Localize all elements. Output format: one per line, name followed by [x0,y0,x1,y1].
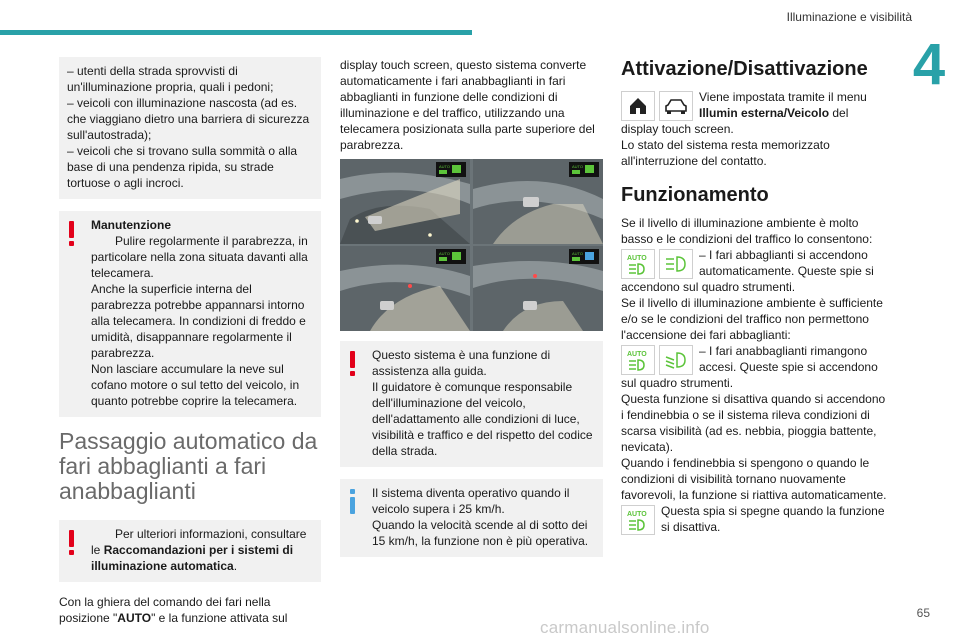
warning-line-1: Questo sistema è una funzione di assistenza alla guida. [372,348,551,378]
chapter-number: 4 [912,32,946,97]
night-road-image-oncoming [473,159,603,244]
auto-lamp-icon [621,249,655,279]
deactivation-text: Questa funzione si disattiva quando si accendono i fendinebbia o se il sistema rileva condizioni di scarsa visibilità (ad es. nebbia, pioggia battente, nevicata). [621,392,886,454]
svg-text:AUTO: AUTO [627,255,647,262]
light-off-text: Questa spia si spegne quando la funzione si disattiva. [661,504,885,534]
intro-item-3: – veicoli che si trovano sulla sommità o alla base di una pendenza ripida, su strade tortuose o agli incroci. [67,144,298,190]
info-line-2: Quando la velocità scende al di sotto dei 15 km/h, la funzione non è più operativa. [372,518,589,548]
more-info-text: Per ulteriori informazioni, consultare le Raccomandazioni per i sistemi di illuminazione automatica. [91,527,307,573]
header-accent-bar [0,30,472,35]
driver-responsibility-warning-box [340,341,603,467]
fog-off-text: Quando i fendinebbia si spengono o quando le condizioni di visibilità tornano nuovamente favorevoli, la funzione si riattiva automaticamente. [621,456,887,502]
intro-item-1: – utenti della strada sprovvisti di un'illuminazione propria, quali i pedoni; [67,64,274,94]
high-beam-icon [659,249,693,279]
night-road-image-following [340,246,470,331]
operation-intro: Se il livello di illuminazione ambiente è molto basso e le condizioni del traffico lo consentono: [621,216,873,246]
maintenance-text: Pulire regolarmente il parabrezza, in particolare nella zona situata davanti alla telecamera. [91,234,308,280]
svg-text:AUTO: AUTO [572,164,584,169]
high-beam-icons [621,249,693,279]
activation-title: Attivazione/Disattivazione [621,58,868,80]
warning-line-2: Il guidatore è comunque responsabile dell'illuminazione del veicolo, dell'adattamento alle condizioni di luce, visibilità e traffico e del rispetto del codice della strada. [372,380,593,458]
warning-icon [69,530,75,556]
watermark-text: carmanualsonline.info [540,618,710,637]
low-beam-icon [659,345,693,375]
operation-mid-text: Se il livello di illuminazione ambiente è sufficiente e/o se le condizioni del traffico non permettono l'accensione dei fari abbaglianti: [621,296,883,342]
auto-light-icons [621,505,655,535]
high-beam-text: – I fari abbaglianti si accendono automaticamente. Queste spie si accendono sul quadro strumenti. [621,248,874,294]
warning-icon [69,221,75,247]
maintenance-title: Manutenzione [91,218,171,232]
page-number: 65 [916,606,930,620]
column-3 [621,57,889,535]
intro-item-2: – veicoli con illuminazione nascosta (ad es. che viaggiano dietro una barriera di sicurezza sull'autostrada); [67,96,310,142]
column-1 [59,57,321,626]
auto-lamp-icon [621,505,655,535]
activation-memory-text: Lo stato del sistema resta memorizzato all'interruzione del contatto. [621,138,830,168]
maintenance-text-3: Non lasciare accumulare la neve sul cofano motore o sul tetto del veicolo, in quanto potrebbe coprire la telecamera. [91,362,300,408]
speed-info-box [340,479,603,557]
low-beam-text: – I fari anabbaglianti rimangono accesi. Queste spie si accendono sul quadro strumenti. [621,344,878,390]
section-title-auto-beam: Passaggio automatico da fari abbaglianti a fari anabbaglianti [59,428,318,504]
car-icon [659,91,693,121]
svg-text:AUTO: AUTO [439,251,451,256]
maintenance-text-2: Anche la superficie interna del parabrezza potrebbe appannarsi intorno alla telecamera. In condizioni di freddo e umidità, disappannare regolarmente il parabrezza. [91,282,306,360]
more-info-warning-box [59,520,321,582]
system-intro-text: display touch screen, questo sistema converte automaticamente i fari anabbaglianti in fari abbaglianti in funzione delle condizioni di illuminazione e del traffico, utilizzando una telecamera posizionata sulla parte superiore del parabrezza. [340,58,595,152]
activation-icons [621,91,693,121]
info-line-1: Il sistema diventa operativo quando il veicolo supera i 25 km/h. [372,486,570,516]
activation-text: Viene impostata tramite il menu Illumin esterna/Veicolo del display touch screen. [621,90,867,136]
maintenance-warning-box [59,211,321,417]
warning-icon [350,351,356,377]
night-road-image-high-beam [340,159,470,244]
home-icon [621,91,655,121]
svg-text:AUTO: AUTO [572,251,584,256]
headlight-illustration [340,159,603,331]
info-icon [350,489,356,515]
svg-text:AUTO: AUTO [627,511,647,518]
column-2 [340,57,603,569]
svg-text:AUTO: AUTO [627,351,647,358]
page-header-title: Illuminazione e visibilità [786,10,912,24]
auto-lamp-icon [621,345,655,375]
low-beam-icons [621,345,693,375]
svg-text:AUTO: AUTO [439,164,451,169]
intro-list-box [59,57,321,199]
operation-title: Funzionamento [621,184,769,206]
night-road-image-low-beam [473,246,603,331]
auto-position-text: Con la ghiera del comando dei fari nella posizione "AUTO" e la funzione attivata sul [59,595,288,625]
